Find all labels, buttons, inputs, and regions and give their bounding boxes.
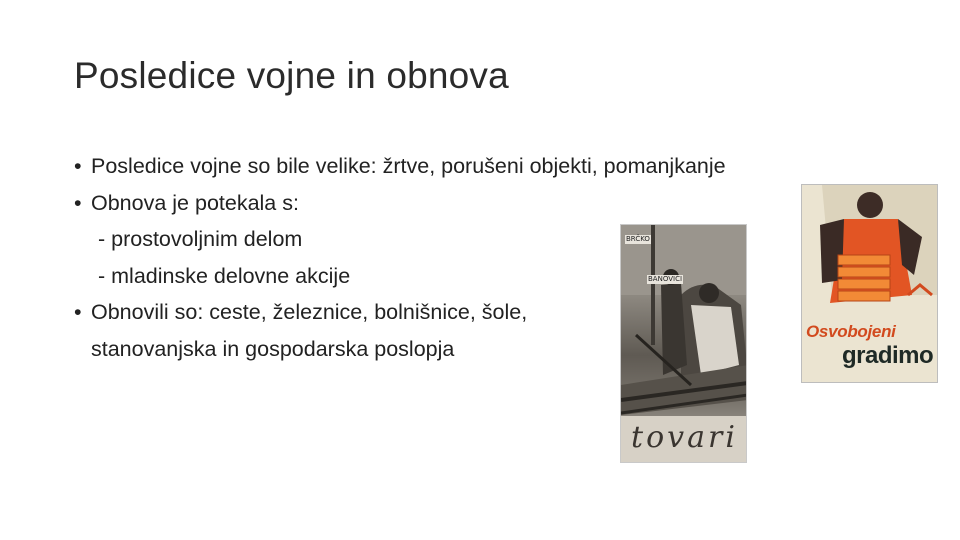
photo-caption: tovari — [631, 420, 738, 455]
bullet-item — [74, 294, 874, 331]
bullet-continuation — [74, 331, 874, 368]
bullet-item — [74, 185, 874, 222]
poster-line-2: gradimo — [842, 342, 934, 369]
bullet-text: Posledice vojne so bile velike: žrtve, porušeni objekti, pomanjkanje — [91, 154, 726, 178]
sub-item — [74, 258, 874, 295]
slide-body — [74, 148, 874, 367]
bullet-text: stanovanjska in gospodarska poslopja — [91, 336, 455, 361]
propaganda-poster — [801, 184, 938, 383]
bullet-item — [74, 148, 874, 185]
bullet-text: Obnovili so: ceste, železnice, bolnišnice, šole, — [91, 300, 528, 324]
slide-title: Posledice vojne in obnova — [74, 55, 509, 96]
poster-line-1: Osvobojeni — [806, 322, 896, 341]
bullet-marker: • — [74, 154, 82, 178]
photo-sign-mid: BANOVIĆI — [648, 275, 683, 283]
bullet-text: Obnova je potekala s: — [91, 190, 299, 215]
sub-item — [74, 221, 874, 258]
sub-item-text: - mladinske delovne akcije — [98, 263, 351, 288]
photo-sign-top: BRČKO — [626, 235, 650, 243]
railway-workers-photo — [620, 224, 747, 463]
sub-item-text: - prostovoljnim delom — [98, 227, 303, 251]
bullet-marker: • — [74, 190, 82, 215]
bullet-marker: • — [74, 300, 82, 324]
